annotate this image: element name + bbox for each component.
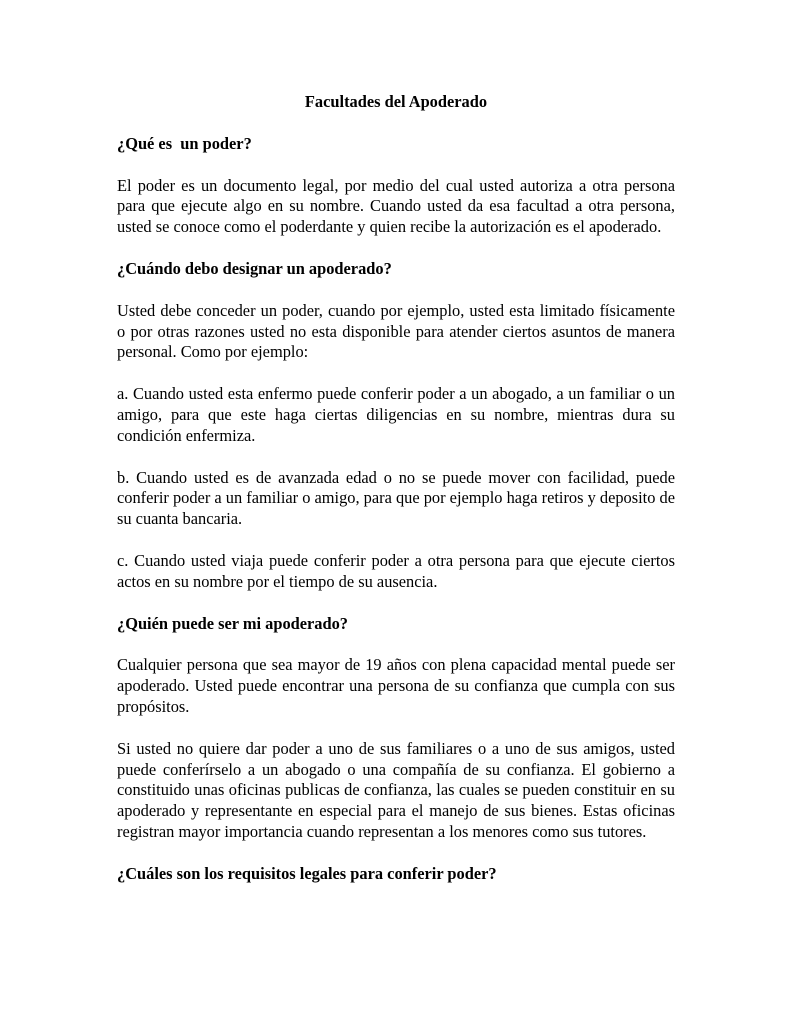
paragraph-example-b: b. Cuando usted es de avanzada edad o no se puede mover con facilidad, puede conferir poder a un familiar o amigo, para que por ejemplo haga retiros y deposito de su cuanta bancaria. bbox=[117, 467, 675, 529]
paragraph-example-c: c. Cuando usted viaja puede conferir poder a otra persona para que ejecute ciertos actos en su nombre por el tiempo de su ausencia. bbox=[117, 550, 675, 591]
paragraph-example-a: a. Cuando usted esta enfermo puede conferir poder a un abogado, a un familiar o un amigo, para que este haga ciertas diligencias en su nombre, mientras dura su condición enfermiza. bbox=[117, 384, 675, 445]
document-page bbox=[117, 92, 675, 906]
paragraph: Si usted no quiere dar poder a uno de sus familiares o a uno de sus amigos, usted puede conferírselo a un abogado o una compañía de su confianza. El gobierno a constituido unas oficinas publicas de confianza, las cuales se pueden constituir en su apoderado y representante en especial para el manejo de sus bienes. Estas oficinas registran mayor importancia cuando representan a los menores como sus tutores. bbox=[117, 738, 675, 841]
paragraph: El poder es un documento legal, por medio del cual usted autoriza a otra persona para que ejecute algo en su nombre. Cuando usted da esa facultad a otra persona, usted se conoce como el poderdante y quien recibe la autorización es el apoderado. bbox=[117, 175, 675, 237]
section-heading-requisitos: ¿Cuáles son los requisitos legales para conferir poder? bbox=[117, 863, 497, 883]
paragraph: Usted debe conceder un poder, cuando por ejemplo, usted esta limitado físicamente o por otras razones usted no esta disponible para atender ciertos asuntos de manera personal. Como por ejemplo: bbox=[117, 300, 675, 362]
section-heading-cuando-designar: ¿Cuándo debo designar un apoderado? bbox=[117, 258, 392, 278]
document-title: Facultades del Apoderado bbox=[304, 92, 488, 111]
paragraph: Cualquier persona que sea mayor de 19 años con plena capacidad mental puede ser apoderado. Usted puede encontrar una persona de su confianza que cumpla con sus propósitos. bbox=[117, 655, 675, 716]
section-heading-quien-puede: ¿Quién puede ser mi apoderado? bbox=[117, 613, 349, 633]
section-heading-que-es-poder: ¿Qué es un poder? bbox=[117, 133, 252, 153]
